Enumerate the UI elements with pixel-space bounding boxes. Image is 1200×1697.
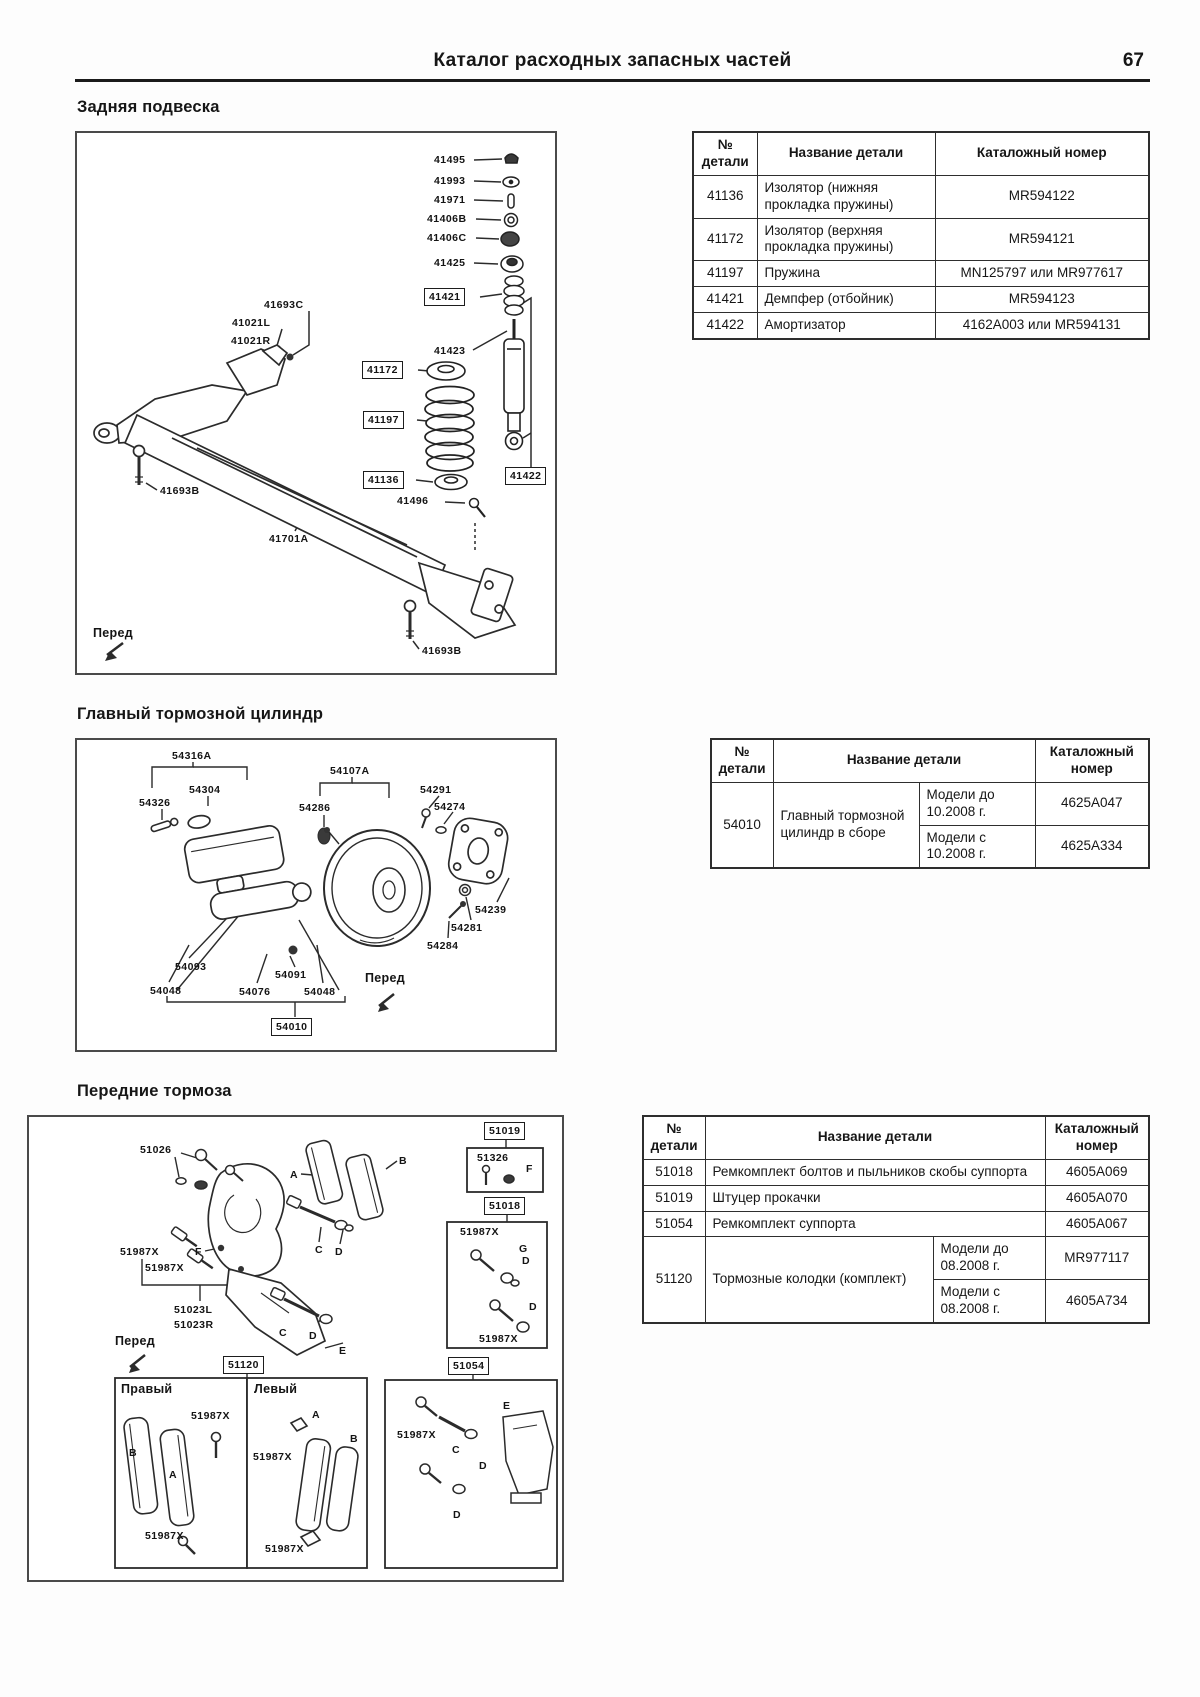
part-letter-c: C — [315, 1244, 324, 1256]
shock-absorber-drawing — [504, 319, 524, 450]
table-row — [693, 261, 1149, 287]
part-label-51120: 51120 — [223, 1356, 264, 1374]
part-code: 4625A334 — [1035, 825, 1149, 868]
reservoir-drawing — [179, 799, 313, 924]
part-label-51326: 51326 — [477, 1152, 509, 1164]
part-label-54304: 54304 — [189, 784, 221, 796]
model-range: Модели с 08.2008 г. — [933, 1280, 1045, 1323]
part-label-41496: 41496 — [397, 495, 429, 507]
part-label-41423: 41423 — [434, 345, 466, 357]
clip-drawing — [150, 818, 178, 833]
part-letter-f: F — [195, 1246, 202, 1258]
front-brakes-diagram — [27, 1115, 564, 1582]
bolt-icon — [470, 499, 486, 518]
part-label-54316a: 54316A — [172, 750, 212, 762]
part-letter-c: C — [279, 1327, 288, 1339]
part-letter-a: A — [169, 1469, 178, 1481]
part-letter-a: A — [290, 1169, 299, 1181]
bump-stop-drawing — [504, 276, 524, 315]
part-label-41971: 41971 — [434, 194, 466, 206]
part-label-54281: 54281 — [451, 922, 483, 934]
part-label-51987x: 51987X — [120, 1246, 159, 1258]
part-name: Демпфер (отбойник) — [757, 287, 935, 313]
part-name: Тормозные колодки (комплект) — [705, 1237, 933, 1323]
part-label-54076: 54076 — [239, 986, 271, 998]
section-rear-suspension — [75, 131, 1150, 675]
col-header-name: Название детали — [773, 739, 1035, 782]
right-panel-label: Правый — [121, 1382, 173, 1396]
part-label-51987x: 51987X — [460, 1226, 499, 1238]
forward-arrow-icon — [129, 1355, 145, 1373]
part-number: 51054 — [643, 1211, 705, 1237]
master-cylinder-drawing — [77, 740, 555, 1050]
part-number: 51019 — [643, 1185, 705, 1211]
col-header-code: Каталожный номер — [1035, 739, 1149, 782]
part-number: 41197 — [693, 261, 757, 287]
part-label-51987x: 51987X — [253, 1451, 292, 1463]
part-label-54274: 54274 — [434, 801, 466, 813]
part-letter-d: D — [522, 1255, 531, 1267]
table-row — [711, 782, 1149, 825]
part-label-54239: 54239 — [475, 904, 507, 916]
table-row — [693, 287, 1149, 313]
part-label-41021l: 41021L — [232, 317, 271, 329]
part-letter-d: D — [479, 1460, 488, 1472]
part-label-54093: 54093 — [175, 961, 207, 973]
part-code: MR594121 — [935, 218, 1149, 261]
part-letter-e: E — [339, 1345, 347, 1357]
coil-spring-drawing — [425, 387, 474, 472]
section-title-master-cylinder: Главный тормозной цилиндр — [77, 705, 324, 723]
model-range: Модели до 08.2008 г. — [933, 1237, 1045, 1280]
part-code: 4625A047 — [1035, 782, 1149, 825]
part-code: 4605A069 — [1045, 1159, 1149, 1185]
part-label-51054: 51054 — [448, 1357, 489, 1375]
part-label-51987x: 51987X — [145, 1530, 184, 1542]
part-letter-c: C — [452, 1444, 461, 1456]
part-code: 4605A070 — [1045, 1185, 1149, 1211]
rear-suspension-diagram — [75, 131, 557, 675]
part-label-54284: 54284 — [427, 940, 459, 952]
part-label-41693b: 41693B — [160, 485, 200, 497]
small-parts-stack — [501, 154, 523, 272]
part-code: MN125797 или MR977617 — [935, 261, 1149, 287]
upper-isolator-drawing — [427, 362, 465, 380]
part-label-54091: 54091 — [275, 969, 307, 981]
part-label-41197: 41197 — [363, 411, 404, 429]
page-title: Каталог расходных запасных частей — [433, 50, 792, 71]
front-brakes-drawing — [29, 1117, 562, 1580]
part-number: 51120 — [643, 1237, 705, 1323]
part-code: MR594123 — [935, 287, 1149, 313]
part-code: 4162A003 или MR594131 — [935, 313, 1149, 339]
brake-booster-drawing — [324, 827, 430, 946]
table-header-row — [643, 1116, 1149, 1159]
part-letter-d: D — [529, 1301, 538, 1313]
part-label-51987x: 51987X — [479, 1333, 518, 1345]
part-label-51018: 51018 — [484, 1197, 525, 1215]
part-label-54291: 54291 — [420, 784, 452, 796]
part-label-41425: 41425 — [434, 257, 466, 269]
part-name: Ремкомплект суппорта — [705, 1211, 1045, 1237]
table-row — [693, 313, 1149, 339]
part-label-41136: 41136 — [363, 471, 404, 489]
table-header-row — [693, 132, 1149, 175]
part-letter-a: A — [312, 1409, 321, 1421]
section-master-cylinder — [75, 738, 1150, 1052]
part-label-51987x: 51987X — [265, 1543, 304, 1555]
part-letter-f: F — [526, 1163, 533, 1175]
part-letter-b: B — [350, 1433, 359, 1445]
gasket-drawing — [446, 816, 510, 886]
brake-pads-drawing — [305, 1139, 385, 1221]
part-label-41421: 41421 — [424, 288, 465, 306]
part-label-51987x: 51987X — [145, 1262, 184, 1274]
col-header-num: № детали — [711, 739, 773, 782]
master-cylinder-table — [710, 738, 1150, 869]
part-label-54048: 54048 — [150, 985, 182, 997]
table-row — [643, 1211, 1149, 1237]
part-label-41495: 41495 — [434, 154, 466, 166]
part-label-54286: 54286 — [299, 802, 331, 814]
part-label-41701a: 41701A — [269, 533, 309, 545]
part-label-54010: 54010 — [271, 1018, 312, 1036]
col-header-num: № детали — [643, 1116, 705, 1159]
model-range: Модели до 10.2008 г. — [919, 782, 1035, 825]
table-row — [643, 1185, 1149, 1211]
part-label-51987x: 51987X — [397, 1429, 436, 1441]
part-number: 51018 — [643, 1159, 705, 1185]
part-label-41406c: 41406C — [427, 232, 467, 244]
table-row — [643, 1159, 1149, 1185]
part-label-51026: 51026 — [140, 1144, 172, 1156]
part-name: Изолятор (нижняя прокладка пружины) — [757, 175, 935, 218]
col-header-code: Каталожный номер — [935, 132, 1149, 175]
part-label-54048: 54048 — [304, 986, 336, 998]
part-letter-g: G — [519, 1243, 528, 1255]
master-cylinder-diagram — [75, 738, 557, 1052]
part-code: 4605A734 — [1045, 1280, 1149, 1323]
part-label-41993: 41993 — [434, 175, 466, 187]
table-row — [693, 218, 1149, 261]
part-letter-b: B — [129, 1447, 138, 1459]
part-label-41021r: 41021R — [231, 335, 271, 347]
part-name: Изолятор (верхняя прокладка пружины) — [757, 218, 935, 261]
section-title-front-brakes: Передние тормоза — [77, 1082, 232, 1100]
part-number: 41136 — [693, 175, 757, 218]
table-header-row — [711, 739, 1149, 782]
part-number: 41172 — [693, 218, 757, 261]
part-name: Штуцер прокачки — [705, 1185, 1045, 1211]
part-number: 54010 — [711, 782, 773, 868]
table-row — [693, 175, 1149, 218]
part-number: 41422 — [693, 313, 757, 339]
rear-suspension-drawing — [77, 133, 555, 673]
part-code: MR977117 — [1045, 1237, 1149, 1280]
part-name: Главный тормозной цилиндр в сборе — [773, 782, 919, 868]
part-number: 41421 — [693, 287, 757, 313]
part-label-41172: 41172 — [362, 361, 403, 379]
table-row — [643, 1237, 1149, 1280]
part-label-51019: 51019 — [484, 1122, 525, 1140]
part-label-51023l: 51023L — [174, 1304, 213, 1316]
page-header — [75, 50, 1150, 82]
caliper-drawing — [208, 1164, 325, 1355]
rear-parts-table — [692, 131, 1150, 340]
forward-arrow-icon — [105, 643, 123, 661]
col-header-num: № детали — [693, 132, 757, 175]
part-letter-d: D — [453, 1509, 462, 1521]
part-label-54326: 54326 — [139, 797, 171, 809]
bolt-kit-inset-box — [447, 1222, 547, 1348]
part-name: Амортизатор — [757, 313, 935, 339]
part-letter-b: B — [399, 1155, 408, 1167]
col-header-name: Название детали — [757, 132, 935, 175]
part-label-51023r: 51023R — [174, 1319, 214, 1331]
col-header-name: Название детали — [705, 1116, 1045, 1159]
part-letter-d: D — [335, 1246, 344, 1258]
forward-label: Перед — [93, 626, 133, 640]
forward-label: Перед — [365, 971, 405, 985]
part-label-54107a: 54107A — [330, 765, 370, 777]
part-label-41406b: 41406B — [427, 213, 467, 225]
forward-label: Перед — [115, 1334, 155, 1348]
part-letter-e: E — [503, 1400, 511, 1412]
part-code: MR594122 — [935, 175, 1149, 218]
section-front-brakes — [75, 1115, 1150, 1582]
part-label-41693c: 41693C — [264, 299, 304, 311]
lower-isolator-drawing — [435, 475, 467, 490]
part-letter-d: D — [309, 1330, 318, 1342]
section-title-rear-suspension: Задняя подвеска — [77, 98, 220, 116]
part-label-51987x: 51987X — [191, 1410, 230, 1422]
left-panel-label: Левый — [254, 1382, 298, 1396]
forward-arrow-icon — [378, 994, 394, 1012]
part-label-41422: 41422 — [505, 467, 546, 485]
col-header-code: Каталожный номер — [1045, 1116, 1149, 1159]
part-name: Ремкомплект болтов и пыльников скобы суппорта — [705, 1159, 1045, 1185]
page-number: 67 — [1122, 50, 1144, 71]
front-brakes-table — [642, 1115, 1150, 1324]
part-name: Пружина — [757, 261, 935, 287]
model-range: Модели с 10.2008 г. — [919, 825, 1035, 868]
axle-beam-drawing — [94, 345, 515, 639]
part-code: 4605A067 — [1045, 1211, 1149, 1237]
part-label-41693b: 41693B — [422, 645, 462, 657]
